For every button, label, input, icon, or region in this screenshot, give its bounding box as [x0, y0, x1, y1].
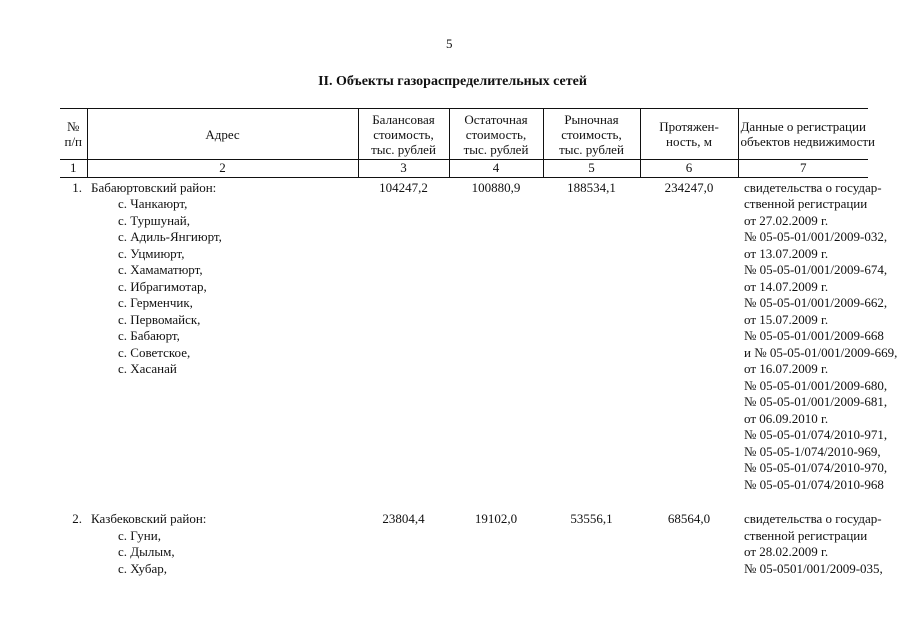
village-name: с. Адиль-Янгиюрт, [118, 229, 222, 244]
section-title: II. Объекты газораспределительных сетей [318, 74, 587, 89]
table-row [60, 177, 868, 493]
market-value: 188534,1 [567, 179, 616, 195]
village-name: с. Бабаюрт, [118, 328, 180, 343]
row-number: 2. [72, 511, 82, 526]
residual-value: 100880,9 [471, 179, 521, 195]
length-value: 234247,0 [664, 179, 714, 195]
village-name: с. Советское, [118, 344, 191, 360]
residual-value: 19102,0 [474, 511, 518, 526]
column-number: 6 [640, 160, 738, 178]
column-number: 1 [60, 160, 87, 178]
header-registration: Данные о регистрации объектов недвижимости [738, 109, 868, 160]
header-residual-value: Остаточная стоимость, тыс. рублей [449, 109, 543, 160]
header-num: № п/п [60, 109, 87, 160]
market-value: 53556,1 [570, 511, 613, 526]
row-address [87, 177, 358, 493]
length-value: 68564,0 [667, 511, 711, 526]
village-name: с. Чанкаюрт, [118, 196, 188, 211]
village-name: с. Герменчик, [118, 295, 193, 310]
column-number: 3 [358, 160, 449, 178]
registration-data: свидетельства о государ- ственной регистрации от 27.02.2009 г. № 05-05-01/001/2009-032, от 13.07.2009 г. № 05-05-01/001/2009-674, от 14.07.2009 г. № 05-05-01/001/2009-662, от 15.07.2009 г. № 05-05-01/001/2009-668 и № 05-05-01/001/2009-669, от 16.07.2009 г. № 05-05-01/001/2009-680, № 05-05-01/001/2009-681, от 06.09.2010 г. № 05-05-01/074/2010-971, № 05-05-1/074/2010-969, № 05-05-01/074/2010-970, № 05-05-01/074/2010-968 [744, 179, 898, 492]
header-address: Адрес [87, 109, 358, 160]
village-name: с. Хамаматюрт, [118, 262, 203, 277]
district-name: Казбековский район: [91, 511, 207, 526]
registration-data: свидетельства о государ- ственной регистрации от 28.02.2009 г. № 05-0501/001/2009-035, [744, 511, 883, 576]
column-number: 5 [543, 160, 640, 178]
header-length: Протяжен- ность, м [640, 109, 738, 160]
village-name: с. Уцмиюрт, [118, 245, 185, 261]
village-name: с. Туршунай, [118, 212, 191, 228]
village-name: с. Первомайск, [118, 311, 201, 327]
column-number: 2 [87, 160, 358, 178]
balance-value: 23804,4 [382, 511, 425, 526]
village-name: с. Ибрагимотар, [118, 278, 207, 294]
header-market-value: Рыночная стоимость, тыс. рублей [543, 109, 640, 160]
table-header-row [60, 109, 868, 160]
balance-value: 104247,2 [379, 179, 428, 195]
table-row [60, 493, 868, 577]
header-balance-value: Балансовая стоимость, тыс. рублей [358, 109, 449, 160]
village-name: с. Гуни, [118, 527, 161, 543]
column-number: 7 [738, 160, 868, 178]
column-number: 4 [449, 160, 543, 178]
page-number: 5 [446, 36, 453, 51]
row-address [87, 493, 358, 577]
column-number-row [60, 160, 868, 178]
gas-network-objects-table [60, 108, 898, 577]
district-name: Бабаюртовский район: [91, 179, 217, 195]
village-name: с. Хасанай [118, 361, 177, 376]
village-name: с. Хубар, [118, 560, 167, 576]
village-name: с. Дылым, [118, 544, 175, 559]
row-number: 1. [72, 179, 82, 195]
